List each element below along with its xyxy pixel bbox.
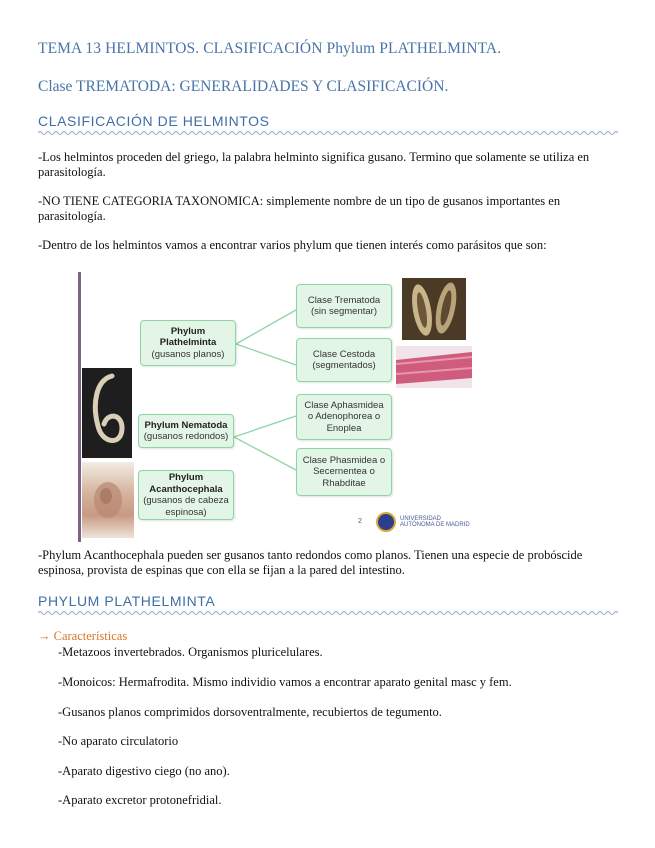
clase-aphasmidea-line3: Enoplea bbox=[326, 422, 362, 434]
list-item: -Aparato excretor protonefridial. bbox=[58, 793, 222, 807]
clase-trematoda-line2: (sin segmentar) bbox=[311, 306, 377, 317]
paragraph-phylum-intro: -Dentro de los helmintos vamos a encontrar varios phylum que tienen interés como parásitos que son: bbox=[38, 238, 547, 252]
acanthocephala-photo bbox=[82, 462, 134, 538]
box-phylum-acanthocephala bbox=[138, 470, 234, 520]
paragraph-helmintos-origen: -Los helmintos proceden del griego, la palabra helminto significa gusano. Termino que solamente se utiliza en parasitología. bbox=[38, 150, 590, 179]
box-clase-phasmidea bbox=[296, 448, 392, 496]
paragraph-no-categoria: -NO TIENE CATEGORIA TAXONOMICA: simplemente nombre de un tipo de gusanos importantes en parasitología. bbox=[38, 194, 561, 223]
clase-phasmidea-line1: Clase Phasmidea o bbox=[302, 454, 386, 466]
box-clase-aphasmidea bbox=[296, 394, 392, 440]
caracteristicas-label: → Características bbox=[38, 629, 128, 643]
clase-cestoda-line2: (segmentados) bbox=[312, 360, 376, 371]
section-heading-clasificacion: CLASIFICACIÓN DE HELMINTOS bbox=[38, 113, 270, 129]
box-phylum-plathelminta bbox=[140, 320, 236, 366]
phylum-acanthocephala-title: Phylum Acanthocephala bbox=[149, 472, 223, 495]
logo-text-line1: UNIVERSIDAD bbox=[400, 516, 442, 522]
box-phylum-nematoda bbox=[138, 414, 234, 448]
list-item: -No aparato circulatorio bbox=[58, 734, 179, 748]
clase-phasmidea-line3: Rhabditae bbox=[322, 477, 366, 489]
clase-aphasmidea-line2: o Adenophorea o bbox=[307, 411, 381, 423]
phylum-plathelminta-sub: (gusanos planos) bbox=[151, 348, 225, 360]
clase-cestoda-line1: Clase Cestoda bbox=[312, 348, 376, 360]
heading-underline-2 bbox=[38, 610, 620, 616]
clase-phasmidea-line2: Secernentea o bbox=[313, 466, 375, 478]
list-item: -Aparato digestivo ciego (no ano). bbox=[58, 764, 230, 778]
box-clase-trematoda bbox=[296, 284, 392, 328]
list-item: -Metazoos invertebrados. Organismos pluricelulares. bbox=[58, 645, 323, 659]
document-subtitle: Clase TREMATODA: GENERALIDADES Y CLASIFICACIÓN. bbox=[38, 78, 449, 95]
nematode-photo bbox=[82, 368, 132, 458]
university-logo-text bbox=[400, 516, 470, 528]
phylum-plathelminta-title: Phylum Plathelminta bbox=[159, 325, 217, 349]
heading-underline bbox=[38, 130, 620, 136]
trematode-photo bbox=[402, 278, 466, 340]
list-item: -Monoicos: Hermafrodita. Mismo individio vamos a encontrar aparato genital masc y fem. bbox=[58, 675, 512, 689]
section-heading-plathelminta: PHYLUM PLATHELMINTA bbox=[38, 593, 216, 609]
list-item: -Gusanos planos comprimidos dorsoventralmente, recubiertos de tegumento. bbox=[58, 705, 442, 719]
phylum-nematoda-sub: (gusanos redondos) bbox=[143, 431, 229, 442]
university-logo-icon bbox=[376, 512, 396, 532]
document-title: TEMA 13 HELMINTOS. CLASIFICACIÓN Phylum PLATHELMINTA. bbox=[38, 40, 502, 57]
clase-trematoda-line1: Clase Trematoda bbox=[307, 294, 381, 306]
box-clase-cestoda bbox=[296, 338, 392, 382]
helminth-classification-diagram bbox=[78, 272, 476, 542]
cestode-photo bbox=[396, 346, 472, 388]
phylum-acanthocephala-sub: (gusanos de cabeza espinosa) bbox=[143, 495, 229, 518]
logo-text-line2: AUTÓNOMA DE MADRID bbox=[400, 522, 470, 528]
clase-aphasmidea-line1: Clase Aphasmidea bbox=[304, 399, 384, 411]
slide-number: 2 bbox=[358, 518, 362, 525]
phylum-nematoda-title: Phylum Nematoda bbox=[144, 419, 228, 431]
paragraph-acanthocephala: -Phylum Acanthocephala pueden ser gusanos tanto redondos como planos. Tienen una especie de probóscide espinosa, provista de espinas que con ella se fijan a la pared del intestino. bbox=[38, 548, 583, 577]
